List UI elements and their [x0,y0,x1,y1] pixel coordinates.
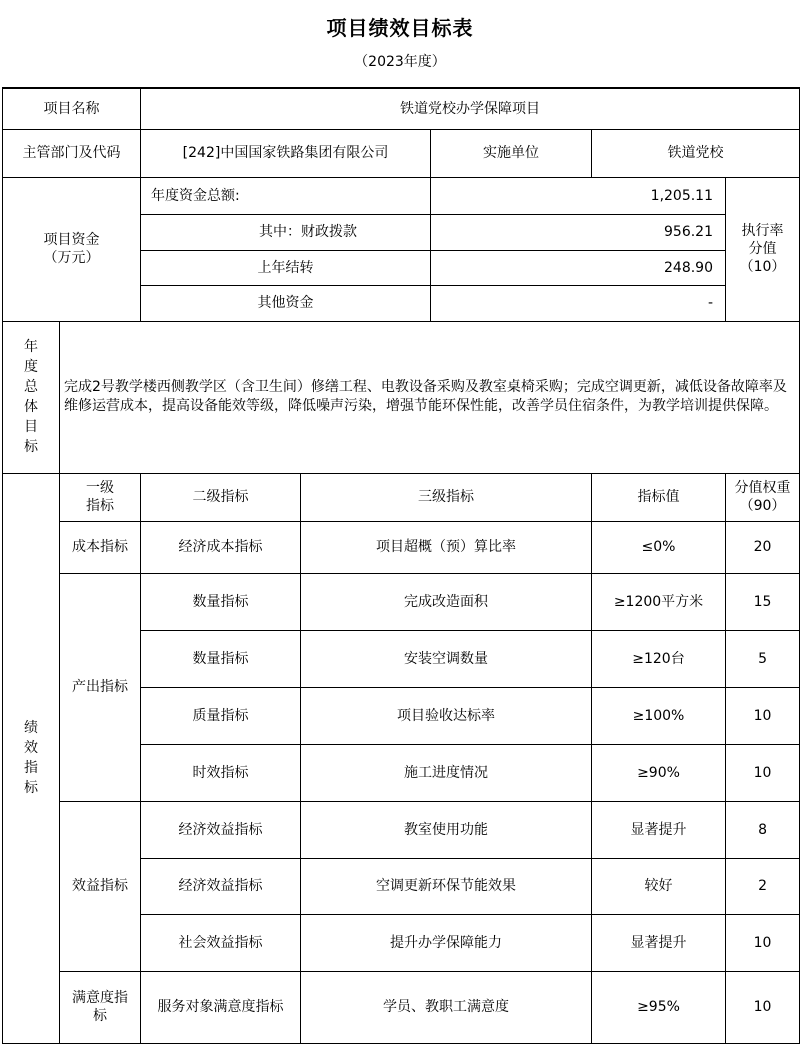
funds-fiscal-value: 956.21 [431,214,726,250]
row-funds-total [3,177,800,214]
value-cell: 显著提升 [592,801,726,858]
implementing-unit-label: 实施单位 [431,129,592,177]
funds-carryover-label: 上年结转 [141,250,431,285]
implementing-unit-value: 铁道党校 [592,129,800,177]
row-indicator-headers [3,473,800,521]
header-value: 指标值 [592,473,726,521]
project-name-value: 铁道党校办学保障项目 [141,88,800,129]
level1-cost: 成本指标 [60,521,141,573]
header-weight [726,473,800,521]
execution-rate-line3: （10） [739,259,786,276]
goal-label-char: 目 [24,419,38,436]
level2-cell: 数量指标 [141,630,301,687]
level1-satisfaction-line1: 满意度指 [72,990,128,1007]
funds-carryover-value: 248.90 [431,250,726,285]
weight-cell: 5 [726,630,800,687]
value-cell: ≥100% [592,687,726,744]
page-title: 项目绩效目标表 [326,16,474,40]
header-level3: 三级指标 [301,473,592,521]
row-overall-goal [3,321,800,473]
level3-cell: 项目验收达标率 [301,687,592,744]
level3-cell: 完成改造面积 [301,573,592,630]
indicators-label-char: 标 [24,780,38,797]
table-row [3,801,800,858]
table-row [3,521,800,573]
goal-label-char: 年 [24,339,38,356]
department-label: 主管部门及代码 [3,129,141,177]
level3-cell: 教室使用功能 [301,801,592,858]
header-level1-line1: 一级 [86,480,114,497]
level2-cell: 质量指标 [141,687,301,744]
level1-benefit: 效益指标 [60,801,141,971]
funds-other-value: - [431,285,726,321]
level3-cell: 施工进度情况 [301,744,592,801]
level3-cell: 提升办学保障能力 [301,914,592,971]
weight-cell: 10 [726,914,800,971]
header-level1-line2: 指标 [86,498,114,515]
level2-cell: 社会效益指标 [141,914,301,971]
indicators-section-label [3,473,60,1043]
value-cell: ≥95% [592,971,726,1043]
level2-cell: 服务对象满意度指标 [141,971,301,1043]
funds-label [3,177,141,321]
funds-fiscal-label: 其中：财政拨款 [141,214,431,250]
weight-cell: 15 [726,573,800,630]
weight-cell: 20 [726,521,800,573]
execution-rate-line1: 执行率 [741,223,784,240]
overall-goal-text: 完成2号教学楼西侧教学区（含卫生间）修缮工程、电教设备采购及教室桌椅采购；完成空调更新，减低设备故障率及维修运营成本，提高设备能效等级，降低噪声污染，增强节能环保性能，改善学员住宿条件，为教学培训提供保障。 [60,321,800,473]
weight-cell: 10 [726,744,800,801]
execution-rate-line2: 分值 [748,241,777,258]
indicators-label-char: 指 [24,760,38,777]
goal-label-char: 总 [24,379,38,396]
goal-label-char: 度 [24,359,38,376]
weight-cell: 8 [726,801,800,858]
level3-cell: 学员、教职工满意度 [301,971,592,1043]
header-weight-line1: 分值权重 [734,480,791,497]
level3-cell: 安装空调数量 [301,630,592,687]
department-value: [242]中国国家铁路集团有限公司 [141,129,431,177]
indicators-label-char: 绩 [24,720,38,737]
table-row [3,971,800,1043]
funds-total-value: 1,205.11 [431,177,726,214]
level3-cell: 项目超概（预）算比率 [301,521,592,573]
header-weight-line2: （90） [739,498,786,515]
value-cell: ≤0% [592,521,726,573]
value-cell: ≥120台 [592,630,726,687]
level2-cell: 时效指标 [141,744,301,801]
level1-satisfaction [60,971,141,1043]
level2-cell: 经济成本指标 [141,521,301,573]
funds-label-line2: （万元） [43,250,100,267]
value-cell: ≥90% [592,744,726,801]
row-department [3,129,800,177]
execution-rate-cell [726,177,800,321]
funds-other-label: 其他资金 [141,285,431,321]
weight-cell: 2 [726,858,800,914]
goal-label-char: 标 [24,439,38,456]
level2-cell: 经济效益指标 [141,858,301,914]
header-level2: 二级指标 [141,473,301,521]
performance-table [2,87,800,1044]
level1-output: 产出指标 [60,573,141,801]
project-name-label: 项目名称 [3,88,141,129]
indicators-label-char: 效 [24,740,38,757]
overall-goal-label [3,321,60,473]
table-row [3,573,800,630]
level2-cell: 经济效益指标 [141,801,301,858]
value-cell: ≥1200平方米 [592,573,726,630]
weight-cell: 10 [726,687,800,744]
page-subtitle: （2023年度） [354,54,446,70]
value-cell: 显著提升 [592,914,726,971]
row-project-name [3,88,800,129]
level2-cell: 数量指标 [141,573,301,630]
value-cell: 较好 [592,858,726,914]
funds-total-label: 年度资金总额: [141,177,431,214]
goal-label-char: 体 [24,399,38,416]
level3-cell: 空调更新环保节能效果 [301,858,592,914]
header-level1 [60,473,141,521]
funds-label-line1: 项目资金 [43,232,100,249]
weight-cell: 10 [726,971,800,1043]
level1-satisfaction-line2: 标 [93,1008,107,1025]
